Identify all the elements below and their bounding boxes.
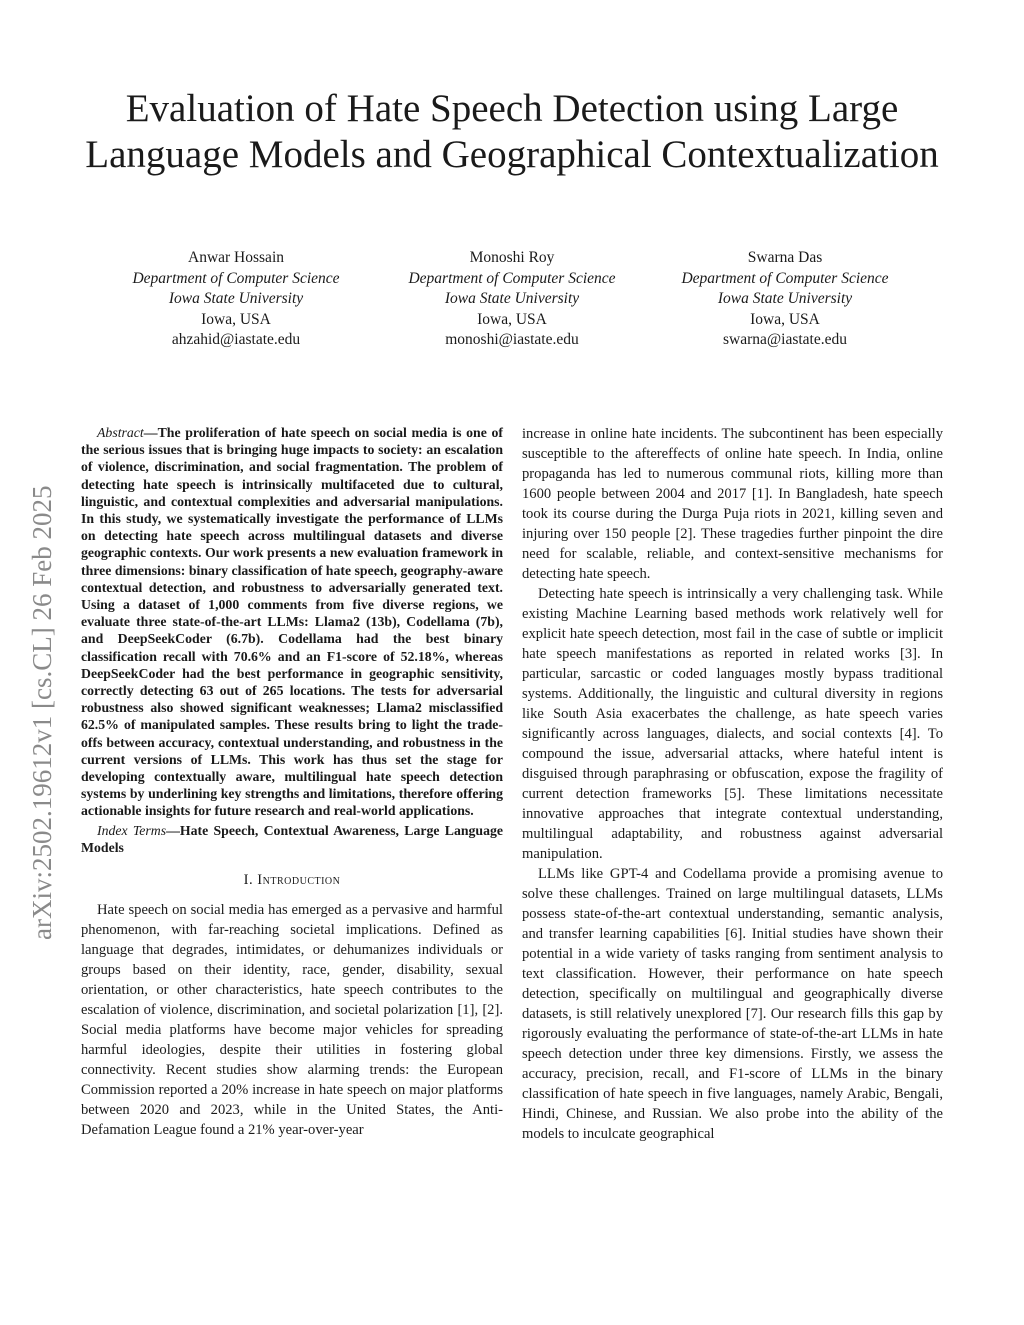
author-department: Department of Computer Science [408,269,616,287]
author-email: ahzahid@iastate.edu [171,331,301,348]
author-department: Department of Computer Science [132,269,340,287]
left-column [81,424,503,1140]
author-2 [377,248,647,351]
author-name: Monoshi Roy [469,249,555,266]
abstract-text: —The proliferation of hate speech on social media is one of the serious issues that is bringing huge impacts to society: an escalation of violence, discrimination, and social fragmentation. The problem of detecting hate speech is intrinsically multifaceted due to cultural, linguistic, and contextual complexities and adversarial manipulations. In this study, we systematically investigate the performance of LLMs on detecting hate speech across multilingual datasets and diverse geographic contexts. Our work presents a new evaluation framework in three dimensions: binary classification of hate speech, geography-aware contextual detection, and robustness to adversarially generated text. Using a dataset of 1,000 comments from five diverse regions, we evaluate three state-of-the-art LLMs: Llama2 (13b), Codellama (7b), and DeepSeekCoder (6.7b). Codellama had the best binary classification recall with 70.6% and an F1-score of 52.18%, whereas DeepSeekCoder had the best performance in geographic sensitivity, correctly detecting 63 out of 265 locations. The tests for adversarial robustness also showed significant weaknesses; Llama2 misclassified 62.5% of manipulated samples. These results bring to light the trade-offs between accuracy, contextual understanding, and robustness in the current versions of LLMs. This work has thus set the stage for developing contextually aware, multilingual hate speech detection systems by underlining key strengths and limitations, therefore offering actionable insights for future research and real-world applications. [81,425,503,819]
index-terms [81,822,503,856]
author-university: Iowa State University [717,290,853,307]
author-block [0,248,1024,358]
author-department: Department of Computer Science [681,269,889,287]
arxiv-identifier: arXiv:2502.19612v1 [cs.CL] 26 Feb 2025 [27,485,57,940]
intro-paragraph-1: Hate speech on social media has emerged as a pervasive and harmful phenomenon, with far-reaching societal implications. Defined as language that degrades, intimidates, or dehumanizes individuals or groups based on their identity, race, gender, disability, sexual orientation, or other characteristics, hate speech contributes to the escalation of violence, discrimination, and societal polarization [1], [2]. Social media platforms have become major vehicles for spreading harmful ideologies, despite their utilities in fostering global connectivity. Recent studies show alarming trends: the European Commission reported a 20% increase in hate speech on major platforms between 2020 and 2023, while in the United States, the Anti-Defamation League found a 21% year-over-year [81,902,503,1139]
section-number: I. [243,872,258,889]
section-title: Introduction [257,872,341,889]
intro-paragraph-4: LLMs like GPT-4 and Codellama provide a promising avenue to solve these challenges. Trained on large multilingual datasets, LLMs possess state-of-the-art contextual understanding, semantic analysis, and transfer learning capabilities [6]. Initial studies have shown their potential in a wide variety of tasks ranging from sentiment analysis to text classification. However, their performance on hate speech detection, specifically on multilingual and geographically diverse datasets, is still relatively unexplored [7]. Our research fills this gap by rigorously evaluating the performance of state-of-the-art LLMs in hate speech detection under three key dimensions. Firstly, we assess the accuracy, precision, recall, and F1-score of LLMs in the binary classification of hate speech in five languages, namely Arabic, Bengali, Hindi, Chinese, and Russian. We also probe into the ability of the models to inculcate geographical [522,866,943,1142]
author-email: monoshi@iastate.edu [445,331,579,348]
author-name: Anwar Hossain [188,249,284,266]
author-location: Iowa, USA [477,310,547,328]
abstract [81,424,503,820]
abstract-label: Abstract [97,425,144,440]
author-university: Iowa State University [444,290,580,307]
paper-title: Evaluation of Hate Speech Detection using Large Language Models and Geographical Contextualization [85,87,939,176]
index-terms-label: Index Terms [97,822,167,838]
author-3 [650,248,920,351]
intro-paragraph-2: increase in online hate incidents. The subcontinent has been especially susceptible to the aftereffects of online hate speech. In India, online propaganda has led to numerous communal riots, killing more than 1600 people between 2004 and 2017 [1]. In Bangladesh, hate speech took its course during the Durga Puja riots in 2021, killing seven and injuring over 150 people [2]. These tragedies further pinpoint the dire need for scalable, reliable, and context-sensitive mechanisms for detecting hate speech. [522,426,943,582]
author-1 [101,248,371,351]
intro-paragraph-3: Detecting hate speech is intrinsically a very challenging task. While existing Machine Learning based methods work relatively well for explicit hate speech detection, most fail in the case of subtle or implicit hate speech manifestations as reported in related works [3]. In particular, sarcastic or coded languages mostly bypass traditional systems. Additionally, the linguistic and cultural diversity in regions like South Asia exacerbates the challenge, as hate speech varies significantly across languages, dialects, and social contexts [4]. To compound the issue, adversarial attacks, where hateful intent is disguised through paraphrasing or obfuscation, expose the fragility of current detection frameworks [5]. These limitations necessitate innovative approaches that integrate contextual understanding, multilingual adaptability, and robustness against adversarial manipulation. [522,586,943,862]
author-email: swarna@iastate.edu [722,331,847,348]
author-location: Iowa, USA [201,310,271,328]
author-university: Iowa State University [168,290,304,307]
index-terms-text: —Hate Speech, Contextual Awareness, Large Language Models [81,822,504,855]
author-location: Iowa, USA [750,310,820,328]
author-name: Swarna Das [747,249,823,266]
section-heading-introduction [81,870,503,890]
right-column [522,424,943,1144]
